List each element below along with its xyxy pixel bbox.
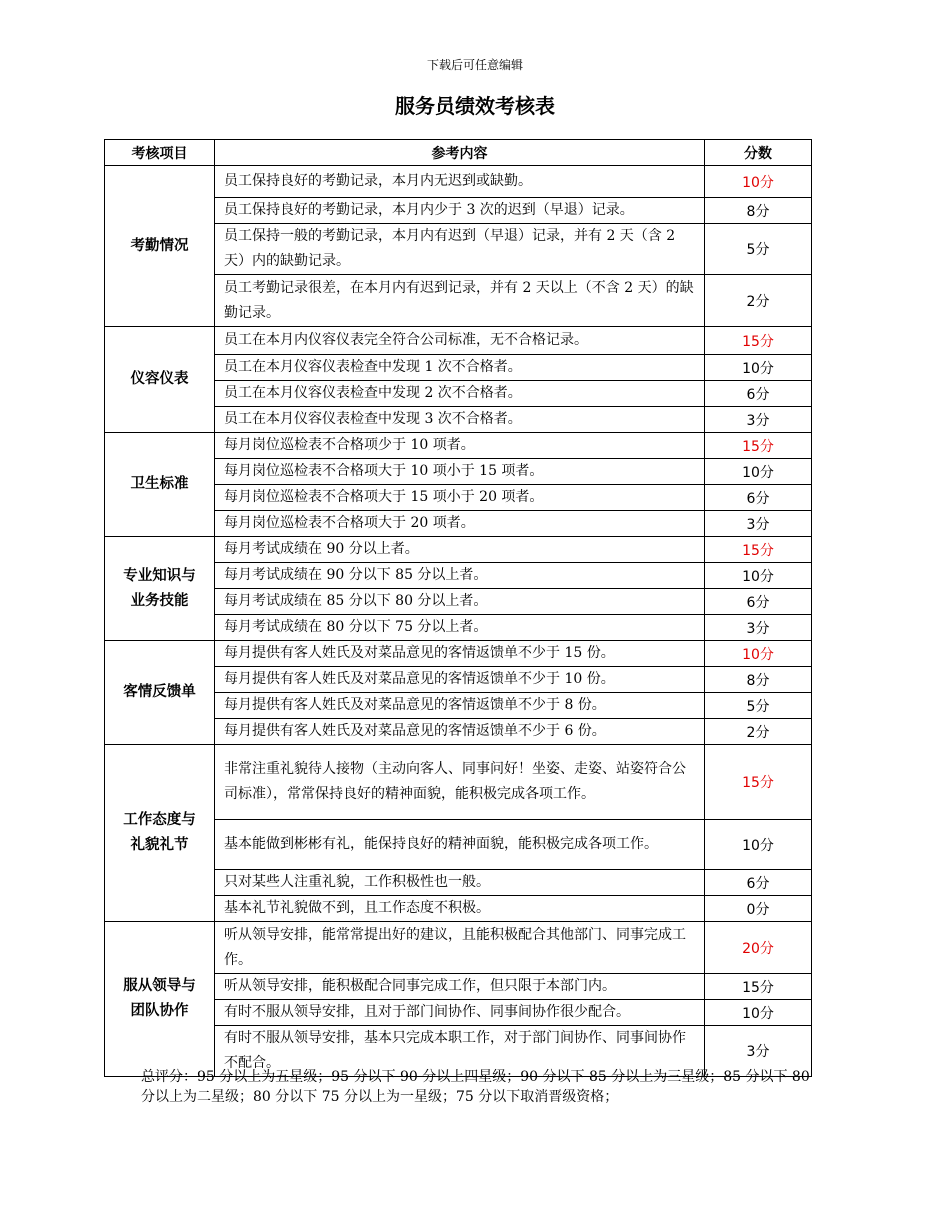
category-label: 专业知识与 bbox=[123, 567, 196, 584]
criteria-cell: 每月考试成绩在 85 分以下 80 分以上者。 bbox=[215, 589, 705, 615]
score-cell: 15分 bbox=[705, 433, 812, 459]
score-cell: 6分 bbox=[705, 381, 812, 407]
category-label: 卫生标准 bbox=[130, 476, 189, 492]
table-row bbox=[105, 641, 812, 667]
criteria-cell: 听从领导安排，能常常提出好的建议，且能积极配合其他部门、同事完成工作。 bbox=[215, 922, 705, 974]
document-title: 服务员绩效考核表 bbox=[395, 94, 555, 118]
category-label: 客情反馈单 bbox=[123, 684, 196, 700]
category-label: 工作态度与 bbox=[123, 812, 196, 828]
criteria-cell: 非常注重礼貌待人接物（主动向客人、同事问好！坐姿、走姿、站姿符合公司标准），常常保持良好的精神面貌，能积极完成各项工作。 bbox=[215, 745, 705, 820]
criteria-cell: 每月考试成绩在 80 分以下 75 分以上者。 bbox=[215, 615, 705, 641]
category-cell bbox=[105, 745, 215, 922]
category-cell bbox=[105, 327, 215, 433]
criteria-cell: 有时不服从领导安排，基本只完成本职工作，对于部门间协作、同事间协作不配合。 bbox=[215, 1026, 705, 1077]
criteria-cell: 每月提供有客人姓氏及对菜品意见的客情返馈单不少于 8 份。 bbox=[215, 693, 705, 719]
criteria-cell: 每月岗位巡检表不合格项大于 20 项者。 bbox=[215, 511, 705, 537]
table-header-row bbox=[105, 140, 812, 166]
category-cell bbox=[105, 922, 215, 1077]
category-label: 考勤情况 bbox=[130, 237, 189, 254]
table-row bbox=[105, 922, 812, 974]
score-cell: 6分 bbox=[705, 870, 812, 896]
score-cell: 10分 bbox=[705, 820, 812, 870]
scoring-note: 总评分：95 分以上为五星级；95 分以下 90 分以上四星级；90 分以下 85 分以上为三星级；85 分以下 80 分以上为二星级；80 分以下 75 分以上为一星级；75 分以下取消晋级资格； bbox=[141, 1069, 810, 1105]
table-row bbox=[105, 327, 812, 355]
category-label: 礼貌礼节 bbox=[130, 837, 189, 853]
category-label: 服从领导与 bbox=[123, 978, 196, 994]
criteria-cell: 每月考试成绩在 90 分以下 85 分以上者。 bbox=[215, 563, 705, 589]
criteria-cell: 员工保持良好的考勤记录，本月内无迟到或缺勤。 bbox=[215, 166, 705, 198]
score-cell: 15分 bbox=[705, 327, 812, 355]
score-cell: 2分 bbox=[705, 719, 812, 745]
column-header-item: 考核项目 bbox=[105, 140, 215, 166]
evaluation-table bbox=[104, 139, 812, 1077]
criteria-cell: 员工保持良好的考勤记录，本月内少于 3 次的迟到（早退）记录。 bbox=[215, 198, 705, 224]
criteria-cell: 每月提供有客人姓氏及对菜品意见的客情返馈单不少于 6 份。 bbox=[215, 719, 705, 745]
criteria-cell: 员工在本月仪容仪表检查中发现 2 次不合格者。 bbox=[215, 381, 705, 407]
criteria-cell: 员工在本月仪容仪表检查中发现 1 次不合格者。 bbox=[215, 355, 705, 381]
table-row bbox=[105, 166, 812, 198]
criteria-cell: 员工在本月仪容仪表检查中发现 3 次不合格者。 bbox=[215, 407, 705, 433]
criteria-cell: 有时不服从领导安排，且对于部门间协作、同事间协作很少配合。 bbox=[215, 1000, 705, 1026]
score-cell: 10分 bbox=[705, 563, 812, 589]
score-cell: 20分 bbox=[705, 922, 812, 974]
criteria-cell: 听从领导安排，能积极配合同事完成工作，但只限于本部门内。 bbox=[215, 974, 705, 1000]
criteria-cell: 基本能做到彬彬有礼，能保持良好的精神面貌，能积极完成各项工作。 bbox=[215, 820, 705, 870]
category-cell bbox=[105, 166, 215, 327]
header-note: 下载后可任意编辑 bbox=[426, 58, 523, 72]
table-row bbox=[105, 537, 812, 563]
score-cell: 15分 bbox=[705, 537, 812, 563]
score-cell: 10分 bbox=[705, 641, 812, 667]
score-cell: 0分 bbox=[705, 896, 812, 922]
score-cell: 10分 bbox=[705, 166, 812, 198]
category-cell bbox=[105, 641, 215, 745]
score-cell: 2分 bbox=[705, 275, 812, 327]
score-cell: 15分 bbox=[705, 974, 812, 1000]
score-cell: 3分 bbox=[705, 615, 812, 641]
category-label: 团队协作 bbox=[130, 1003, 189, 1019]
score-cell: 5分 bbox=[705, 693, 812, 719]
column-header-score: 分数 bbox=[705, 140, 812, 166]
score-cell: 5分 bbox=[705, 224, 812, 275]
score-cell: 10分 bbox=[705, 459, 812, 485]
category-cell bbox=[105, 537, 215, 641]
criteria-cell: 员工保持一般的考勤记录，本月内有迟到（早退）记录，并有 2 天（含 2 天）内的缺勤记录。 bbox=[215, 224, 705, 275]
table-body bbox=[105, 166, 812, 1077]
criteria-cell: 每月提供有客人姓氏及对菜品意见的客情返馈单不少于 15 份。 bbox=[215, 641, 705, 667]
score-cell: 15分 bbox=[705, 745, 812, 820]
score-cell: 8分 bbox=[705, 198, 812, 224]
score-cell: 6分 bbox=[705, 589, 812, 615]
criteria-cell: 只对某些人注重礼貌，工作积极性也一般。 bbox=[215, 870, 705, 896]
criteria-cell: 每月岗位巡检表不合格项少于 10 项者。 bbox=[215, 433, 705, 459]
category-cell bbox=[105, 433, 215, 537]
score-cell: 10分 bbox=[705, 1000, 812, 1026]
score-cell: 3分 bbox=[705, 511, 812, 537]
criteria-cell: 员工考勤记录很差，在本月内有迟到记录，并有 2 天以上（不含 2 天）的缺勤记录。 bbox=[215, 275, 705, 327]
criteria-cell: 基本礼节礼貌做不到，且工作态度不积极。 bbox=[215, 896, 705, 922]
score-cell: 8分 bbox=[705, 667, 812, 693]
score-cell: 6分 bbox=[705, 485, 812, 511]
criteria-cell: 每月岗位巡检表不合格项大于 10 项小于 15 项者。 bbox=[215, 459, 705, 485]
table-row bbox=[105, 745, 812, 820]
score-cell: 10分 bbox=[705, 355, 812, 381]
criteria-cell: 员工在本月内仪容仪表完全符合公司标准，无不合格记录。 bbox=[215, 327, 705, 355]
category-label: 仪容仪表 bbox=[130, 371, 189, 387]
column-header-content: 参考内容 bbox=[215, 140, 705, 166]
score-cell: 3分 bbox=[705, 1026, 812, 1077]
criteria-cell: 每月提供有客人姓氏及对菜品意见的客情返馈单不少于 10 份。 bbox=[215, 667, 705, 693]
criteria-cell: 每月考试成绩在 90 分以上者。 bbox=[215, 537, 705, 563]
category-label: 业务技能 bbox=[130, 592, 189, 609]
table-row bbox=[105, 433, 812, 459]
score-cell: 3分 bbox=[705, 407, 812, 433]
criteria-cell: 每月岗位巡检表不合格项大于 15 项小于 20 项者。 bbox=[215, 485, 705, 511]
